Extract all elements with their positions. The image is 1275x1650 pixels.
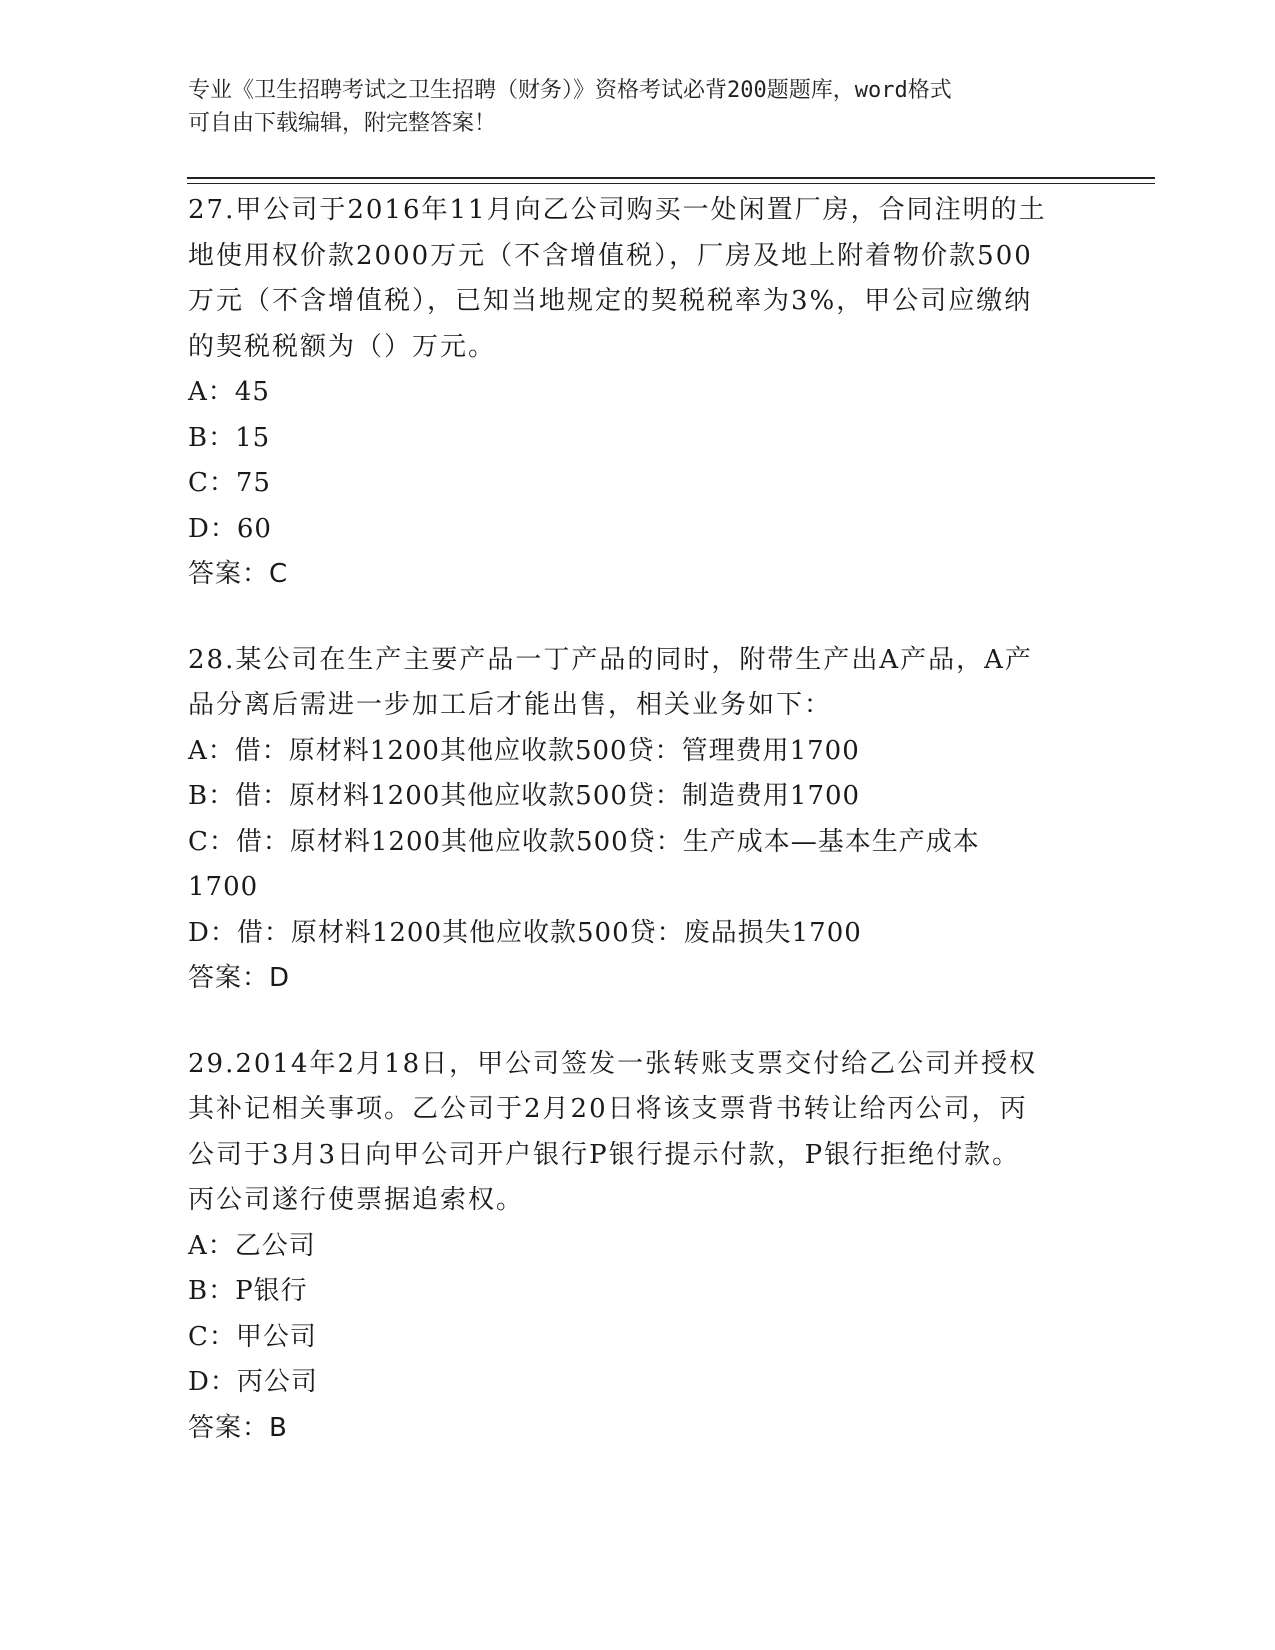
question-stem xyxy=(188,188,1088,370)
stem-line: 万元（不含增值税），已知当地规定的契税税率为3%，甲公司应缴纳 xyxy=(188,286,1033,316)
question-list xyxy=(188,188,1088,1491)
option-b: B：借：原材料1200其他应收款500贷：制造费用1700 xyxy=(188,781,861,811)
header-line-1: 专业《卫生招聘考试之卫生招聘（财务）》资格考试必背200题题库，word格式 xyxy=(188,78,952,103)
question-stem xyxy=(188,1042,1088,1224)
option-c: C：借：原材料1200其他应收款500贷：生产成本—基本生产成本 xyxy=(188,826,980,857)
stem-line: 品分离后需进一步加工后才能出售，相关业务如下： xyxy=(188,690,833,720)
stem-line: 丙公司遂行使票据追索权。 xyxy=(188,1185,525,1215)
question-stem xyxy=(188,638,1088,729)
question-27 xyxy=(188,188,1088,598)
answer: 答案：C xyxy=(188,559,289,589)
option-c: C：75 xyxy=(188,468,271,498)
answer: 答案：B xyxy=(188,1412,288,1443)
question-28 xyxy=(188,638,1088,1002)
header-divider-thin xyxy=(187,183,1155,184)
option-c-continued: 1700 xyxy=(188,872,259,902)
stem-line: 地使用权价款2000万元（不含增值税），厂房及地上附着物价款500 xyxy=(188,240,1033,271)
header-line-2: 可自由下载编辑，附完整答案！ xyxy=(188,111,497,136)
question-29 xyxy=(188,1042,1088,1452)
answer: 答案：D xyxy=(188,963,291,993)
header-divider-thick xyxy=(187,177,1155,179)
stem-line: 的契税税额为（）万元。 xyxy=(188,331,497,362)
option-a: A：借：原材料1200其他应收款500贷：管理费用1700 xyxy=(188,735,860,766)
option-a: A：乙公司 xyxy=(188,1230,316,1261)
option-c: C：甲公司 xyxy=(188,1321,317,1352)
document-header xyxy=(188,74,1068,140)
stem-line: 公司于3月3日向甲公司开户银行P银行提示付款，P银行拒绝付款。 xyxy=(188,1139,1021,1170)
option-b: B：15 xyxy=(188,422,271,453)
stem-line: 29.2014年2月18日，甲公司签发一张转账支票交付给乙公司并授权 xyxy=(188,1048,1038,1079)
stem-line: 其补记相关事项。乙公司于2月20日将该支票背书转让给丙公司，丙 xyxy=(188,1094,1028,1124)
option-d: D：60 xyxy=(188,513,272,544)
stem-line: 28.某公司在生产主要产品一丁产品的同时，附带生产出A产品，A产 xyxy=(188,644,1033,675)
option-d: D：借：原材料1200其他应收款500贷：废品损失1700 xyxy=(188,917,862,948)
stem-line: 27.甲公司于2016年11月向乙公司购买一处闲置厂房，合同注明的土 xyxy=(188,195,1047,225)
option-a: A：45 xyxy=(188,377,270,407)
option-b: B：P银行 xyxy=(188,1276,308,1306)
option-d: D：丙公司 xyxy=(188,1367,318,1397)
